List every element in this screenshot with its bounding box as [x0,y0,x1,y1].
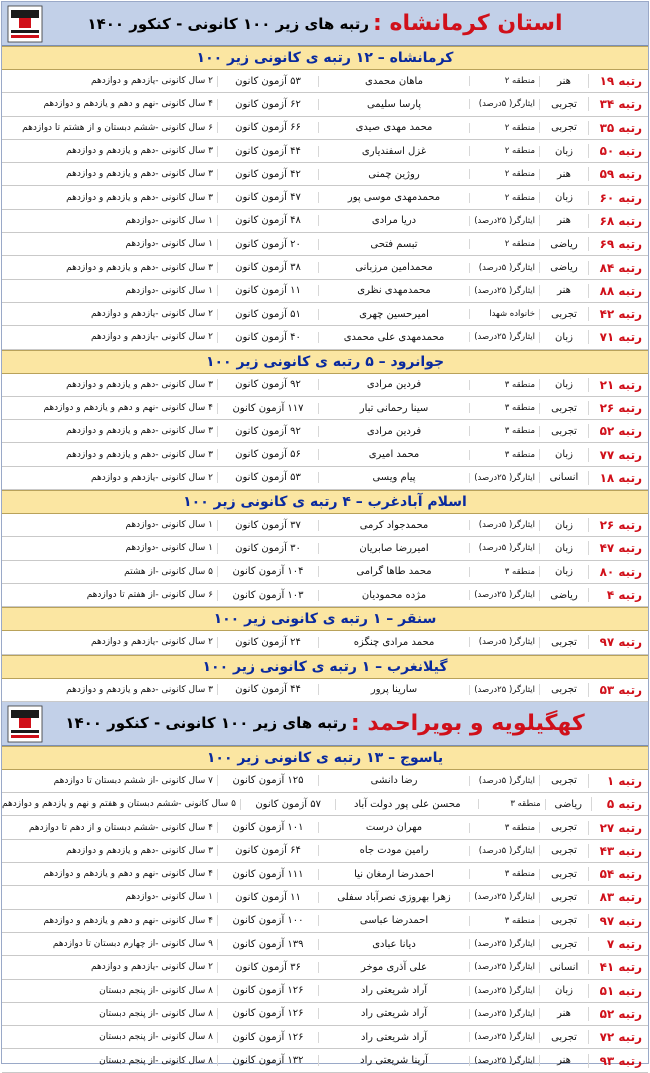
table-row [2,1026,648,1049]
rank-cell: رتبه ۱۹ [588,74,648,88]
student-name-cell: مژده محمودیان [318,590,469,601]
quota-cell: ایثارگر( ۵درصد) [469,99,539,109]
exam-count-cell: ۴۰ آزمون کانون [217,332,318,343]
city-section-header: جوانرود – ۵ رتبه ی کانونی زیر ۱۰۰ [2,350,648,374]
field-cell: زبان [539,449,588,460]
table-row [2,537,648,560]
table-row [2,233,648,256]
rank-cell: رتبه ۶۸ [588,214,648,228]
quota-cell: منطقه ۲ [469,193,539,203]
table-row [2,186,648,209]
exam-count-cell: ۳۰ آزمون کانون [217,543,318,554]
rank-cell: رتبه ۵۱ [588,984,648,998]
rank-cell: رتبه ۵۴ [588,867,648,881]
student-name-cell: رامین مودت جاه [318,845,469,856]
exam-count-cell: ۶۴ آزمون کانون [217,845,318,856]
exam-count-cell: ۴۲ آزمون کانون [217,169,318,180]
membership-years-cell: ۱ سال کانونی -دوازدهم [125,239,213,250]
field-cell: هنر [539,169,588,180]
quota-cell: منطقه ۲ [469,169,539,179]
quota-cell: ایثارگر( ۵درصد) [469,520,539,530]
field-cell: هنر [539,215,588,226]
field-cell: تجربی [539,1032,588,1043]
field-cell: هنر [539,285,588,296]
quota-cell: منطقه ۳ [469,426,539,436]
membership-years-cell: ۴ سال کانونی -نهم و دهم و یازدهم و دوازدهم [43,403,213,413]
field-cell: ریاضی [539,590,588,601]
field-cell: تجربی [539,122,588,133]
student-name-cell: غزل اسفندیاری [318,146,469,157]
membership-years-cell: ۱ سال کانونی -دوازدهم [125,520,213,531]
student-name-cell: آراد شریعتی راد [318,1008,469,1019]
membership-years-cell: ۶ سال کانونی -ششم دبستان و از هشتم تا دوازدهم [22,122,213,133]
student-name-cell: سارینا پرور [318,684,469,695]
membership-years-cell: ۲ سال کانونی -یازدهم و دوازدهم [90,637,213,648]
exam-count-cell: ۱۱ آزمون کانون [217,892,318,903]
field-cell: تجربی [539,869,588,880]
membership-years-cell: ۸ سال کانونی -از پنجم دبستان [99,985,213,996]
exam-count-cell: ۵۶ آزمون کانون [217,449,318,460]
rank-cell: رتبه ۵۳ [588,683,648,697]
exam-count-cell: ۴۷ آزمون کانون [217,192,318,203]
quota-cell: منطقه ۲ [469,123,539,133]
field-cell: تجربی [539,99,588,110]
field-cell: هنر [539,1055,588,1066]
student-name-cell: ماهان محمدی [318,76,469,87]
field-cell: ریاضی [539,262,588,273]
field-cell: ریاضی [545,799,591,810]
field-cell: تجربی [539,637,588,648]
membership-years-cell: ۳ سال کانونی -دهم و یازدهم و دوازدهم [66,845,213,856]
student-name-cell: محمدمهدی علی محمدی [318,332,469,343]
student-name-cell: آرینا شریعتی راد [318,1055,469,1066]
exam-count-cell: ۵۳ آزمون کانون [217,472,318,483]
province-header [2,2,648,46]
membership-years-cell: ۳ سال کانونی -دهم و یازدهم و دوازدهم [66,262,213,273]
field-cell: زبان [539,543,588,554]
student-name-cell: محمدمهدی نظری [318,285,469,296]
province-subtitle: رتبه های زیر ۱۰۰ کانونی - کنکور ۱۴۰۰ [65,714,347,733]
membership-years-cell: ۲ سال کانونی -یازدهم و دوازدهم [90,962,213,973]
quota-cell: ایثارگر( ۵درصد) [469,776,539,786]
quota-cell: ایثارگر( ۵درصد) [469,637,539,647]
exam-count-cell: ۱۱۱ آزمون کانون [217,869,318,880]
exam-count-cell: ۵۷ آزمون کانون [240,799,335,810]
rank-cell: رتبه ۸۸ [588,284,648,298]
kanoon-logo-icon [8,6,42,42]
membership-years-cell: ۳ سال کانونی -دهم و یازدهم و دوازدهم [66,192,213,203]
field-cell: ریاضی [539,239,588,250]
quota-cell: منطقه ۳ [469,403,539,413]
rank-cell: رتبه ۱ [588,774,648,788]
student-name-cell: محمد مهدی صیدی [318,122,469,133]
table-row [2,910,648,933]
student-name-cell: امیرحسین چهری [318,309,469,320]
table-row [2,397,648,420]
exam-count-cell: ۱۱۷ آزمون کانون [217,403,318,414]
exam-count-cell: ۱۰۰ آزمون کانون [217,915,318,926]
student-name-cell: مهران درست [318,822,469,833]
city-section-header: یاسوج – ۱۳ رتبه ی کانونی زیر ۱۰۰ [2,746,648,770]
table-row [2,980,648,1003]
table-row [2,280,648,303]
city-section-header: گیلانغرب – ۱ رتبه ی کانونی زیر ۱۰۰ [2,655,648,679]
student-name-cell: امیررضا صابریان [318,543,469,554]
exam-count-cell: ۴۴ آزمون کانون [217,146,318,157]
student-name-cell: محمدجواد کرمی [318,520,469,531]
table-row [2,70,648,93]
student-name-cell: آراد شریعتی راد [318,1032,469,1043]
membership-years-cell: ۳ سال کانونی -دهم و یازدهم و دوازدهم [66,379,213,390]
exam-count-cell: ۱۱ آزمون کانون [217,285,318,296]
quota-cell: منطقه ۳ [469,823,539,833]
student-name-cell: فردین مرادی [318,379,469,390]
field-cell: هنر [539,76,588,87]
rank-cell: رتبه ۷۷ [588,448,648,462]
membership-years-cell: ۳ سال کانونی -دهم و یازدهم و دوازدهم [66,146,213,157]
student-name-cell: رضا دانشی [318,775,469,786]
rank-cell: رتبه ۹۷ [588,635,648,649]
student-name-cell: محمدامین مرزبانی [318,262,469,273]
field-cell: تجربی [539,822,588,833]
field-cell: تجربی [539,684,588,695]
membership-years-cell: ۴ سال کانونی -نهم و دهم و یازدهم و دوازدهم [43,869,213,880]
membership-years-cell: ۳ سال کانونی -دهم و یازدهم و دوازدهم [66,684,213,695]
student-name-cell: دریا مرادی [318,215,469,226]
city-section-header: سنقر – ۱ رتبه ی کانونی زیر ۱۰۰ [2,607,648,631]
rank-cell: رتبه ۵۹ [588,167,648,181]
rank-cell: رتبه ۳۵ [588,121,648,135]
membership-years-cell: ۲ سال کانونی -یازدهم و دوازدهم [90,76,213,87]
exam-count-cell: ۲۴ آزمون کانون [217,637,318,648]
table-row [2,420,648,443]
membership-years-cell: ۱ سال کانونی -دوازدهم [125,285,213,296]
field-cell: هنر [539,1008,588,1019]
student-name-cell: زهرا بهروزی نصرآباد سفلی [318,892,469,903]
table-row [2,514,648,537]
exam-count-cell: ۱۰۱ آزمون کانون [217,822,318,833]
quota-cell: ایثارگر( ۲۵درصد) [469,332,539,342]
table-row [2,863,648,886]
membership-years-cell: ۵ سال کانونی -ششم دبستان و هفتم و نهم و یازدهم و دوازدهم [2,799,236,810]
membership-years-cell: ۷ سال کانونی -از ششم دبستان تا دوازدهم [53,775,213,786]
ranking-document [1,1,649,1068]
field-cell: زبان [539,379,588,390]
rank-cell: رتبه ۷ [588,937,648,951]
rank-cell: رتبه ۹۳ [588,1054,648,1068]
province-name: استان کرمانشاه : [373,11,563,36]
table-row [2,443,648,466]
kanoon-logo-icon [8,706,42,742]
table-row [2,374,648,397]
table-row [2,326,648,349]
rank-cell: رتبه ۷۱ [588,330,648,344]
membership-years-cell: ۴ سال کانونی -نهم و دهم و یازدهم و دوازدهم [43,915,213,926]
quota-cell: منطقه ۲ [469,76,539,86]
membership-years-cell: ۴ سال کانونی -ششم دبستان و از دهم تا دوازدهم [28,822,213,833]
quota-cell: ایثارگر( ۲۵درصد) [469,216,539,226]
quota-cell: ایثارگر( ۲۵درصد) [469,473,539,483]
rank-cell: رتبه ۸۰ [588,565,648,579]
student-name-cell: پیام ویسی [318,472,469,483]
rank-cell: رتبه ۲۷ [588,821,648,835]
table-row [2,631,648,654]
exam-count-cell: ۴۸ آزمون کانون [217,215,318,226]
exam-count-cell: ۴۴ آزمون کانون [217,684,318,695]
exam-count-cell: ۱۲۶ آزمون کانون [217,985,318,996]
table-row [2,886,648,909]
rank-cell: رتبه ۶۹ [588,237,648,251]
exam-count-cell: ۳۶ آزمون کانون [217,962,318,973]
exam-count-cell: ۶۲ آزمون کانون [217,99,318,110]
field-cell: تجربی [539,403,588,414]
table-row [2,467,648,490]
table-row [2,679,648,702]
table-row [2,1049,648,1072]
exam-count-cell: ۱۳۲ آزمون کانون [217,1055,318,1066]
student-name-cell: آراد شریعتی راد [318,985,469,996]
membership-years-cell: ۲ سال کانونی -یازدهم و دوازدهم [90,472,213,483]
rank-cell: رتبه ۹۷ [588,914,648,928]
quota-cell: منطقه ۳ [469,567,539,577]
membership-years-cell: ۱ سال کانونی -دوازدهم [125,215,213,226]
rank-cell: رتبه ۵۲ [588,1007,648,1021]
membership-years-cell: ۱ سال کانونی -دوازدهم [125,892,213,903]
rank-cell: رتبه ۷۲ [588,1030,648,1044]
exam-count-cell: ۹۲ آزمون کانون [217,379,318,390]
field-cell: تجربی [539,845,588,856]
rank-cell: رتبه ۶۰ [588,191,648,205]
table-row [2,816,648,839]
quota-cell: ایثارگر( ۲۵درصد) [469,892,539,902]
student-name-cell: دیانا عبادی [318,939,469,950]
field-cell: زبان [539,332,588,343]
province-header [2,702,648,746]
rank-cell: رتبه ۵۰ [588,144,648,158]
exam-count-cell: ۹۲ آزمون کانون [217,426,318,437]
field-cell: زبان [539,566,588,577]
rank-cell: رتبه ۴۷ [588,541,648,555]
exam-count-cell: ۱۲۵ آزمون کانون [217,775,318,786]
field-cell: انسانی [539,472,588,483]
membership-years-cell: ۴ سال کانونی -نهم و دهم و یازدهم و دوازدهم [43,99,213,110]
table-row [2,256,648,279]
field-cell: تجربی [539,915,588,926]
membership-years-cell: ۸ سال کانونی -از پنجم دبستان [99,1055,213,1066]
field-cell: زبان [539,192,588,203]
city-section-header: اسلام آبادغرب – ۴ رتبه ی کانونی زیر ۱۰۰ [2,490,648,514]
field-cell: تجربی [539,892,588,903]
rank-cell: رتبه ۵۲ [588,424,648,438]
rank-cell: رتبه ۸۳ [588,890,648,904]
student-name-cell: محمد طاها گرامی [318,566,469,577]
quota-cell: ایثارگر( ۵درصد) [469,263,539,273]
exam-count-cell: ۱۰۳ آزمون کانون [217,590,318,601]
table-row [2,210,648,233]
rank-cell: رتبه ۲۶ [588,401,648,415]
table-row [2,561,648,584]
field-cell: زبان [539,520,588,531]
membership-years-cell: ۸ سال کانونی -از پنجم دبستان [99,1008,213,1019]
exam-count-cell: ۱۰۴ آزمون کانون [217,566,318,577]
table-row [2,584,648,607]
rank-cell: رتبه ۴۳ [588,844,648,858]
quota-cell: ایثارگر( ۵درصد) [469,846,539,856]
table-row [2,117,648,140]
quota-cell: ایثارگر( ۵درصد) [469,543,539,553]
student-name-cell: پارسا سلیمی [318,99,469,110]
membership-years-cell: ۲ سال کانونی -یازدهم و دوازدهم [90,309,213,320]
student-name-cell: علی آذری موخر [318,962,469,973]
quota-cell: ایثارگر( ۲۵درصد) [469,986,539,996]
field-cell: زبان [539,146,588,157]
rank-cell: رتبه ۵ [591,797,648,811]
city-section-header: کرمانشاه – ۱۲ رتبه ی کانونی زیر ۱۰۰ [2,46,648,70]
quota-cell: ایثارگر( ۲۵درصد) [469,590,539,600]
exam-count-cell: ۳۷ آزمون کانون [217,520,318,531]
quota-cell: منطقه ۳ [469,380,539,390]
student-name-cell: محمد مرادی چنگزه [318,637,469,648]
exam-count-cell: ۲۰ آزمون کانون [217,239,318,250]
rank-cell: رتبه ۴ [588,588,648,602]
quota-cell: منطقه ۲ [469,146,539,156]
quota-cell: منطقه ۳ [478,799,544,809]
table-row [2,956,648,979]
table-row [2,933,648,956]
membership-years-cell: ۳ سال کانونی -دهم و یازدهم و دوازدهم [66,426,213,437]
membership-years-cell: ۵ سال کانونی -از هشتم [124,566,213,577]
student-name-cell: سینا رحمانی تبار [318,403,469,414]
quota-cell: ایثارگر( ۲۵درصد) [469,1009,539,1019]
student-name-cell: فردین مرادی [318,426,469,437]
exam-count-cell: ۱۲۶ آزمون کانون [217,1008,318,1019]
rank-cell: رتبه ۸۴ [588,261,648,275]
table-row [2,770,648,793]
table-row [2,303,648,326]
field-cell: انسانی [539,962,588,973]
student-name-cell: محسن علی پور دولت آباد [335,799,478,810]
field-cell: زبان [539,985,588,996]
table-row [2,840,648,863]
table-row [2,793,648,816]
exam-count-cell: ۱۲۶ آزمون کانون [217,1032,318,1043]
rank-cell: رتبه ۲۱ [588,378,648,392]
table-row [2,163,648,186]
quota-cell: منطقه ۳ [469,869,539,879]
membership-years-cell: ۶ سال کانونی -از هفتم تا دوازدهم [86,590,213,601]
table-row [2,93,648,116]
rank-cell: رتبه ۴۲ [588,307,648,321]
exam-count-cell: ۱۳۹ آزمون کانون [217,939,318,950]
province-subtitle: رتبه های زیر ۱۰۰ کانونی - کنکور ۱۴۰۰ [87,14,369,33]
quota-cell: ایثارگر( ۲۵درصد) [469,939,539,949]
membership-years-cell: ۲ سال کانونی -یازدهم و دوازدهم [90,332,213,343]
field-cell: تجربی [539,939,588,950]
quota-cell: ایثارگر( ۲۵درصد) [469,685,539,695]
quota-cell: منطقه ۳ [469,450,539,460]
membership-years-cell: ۳ سال کانونی -دهم و یازدهم و دوازدهم [66,449,213,460]
quota-cell: منطقه ۲ [469,239,539,249]
student-name-cell: احمدرضا عباسی [318,915,469,926]
exam-count-cell: ۵۳ آزمون کانون [217,76,318,87]
student-name-cell: محمدمهدی موسی پور [318,192,469,203]
quota-cell: ایثارگر( ۲۵درصد) [469,286,539,296]
exam-count-cell: ۳۸ آزمون کانون [217,262,318,273]
rank-cell: رتبه ۲۶ [588,518,648,532]
exam-count-cell: ۵۱ آزمون کانون [217,309,318,320]
membership-years-cell: ۳ سال کانونی -دهم و یازدهم و دوازدهم [66,169,213,180]
field-cell: تجربی [539,775,588,786]
membership-years-cell: ۱ سال کانونی -دوازدهم [125,543,213,554]
quota-cell: ایثارگر( ۲۵درصد) [469,962,539,972]
field-cell: تجربی [539,426,588,437]
field-cell: تجربی [539,309,588,320]
quota-cell: منطقه ۳ [469,916,539,926]
quota-cell: ایثارگر( ۲۵درصد) [469,1056,539,1066]
province-name: کهگیلویه و بویراحمد : [350,710,585,736]
membership-years-cell: ۸ سال کانونی -از پنجم دبستان [99,1032,213,1043]
exam-count-cell: ۶۶ آزمون کانون [217,122,318,133]
quota-cell: ایثارگر( ۲۵درصد) [469,1032,539,1042]
student-name-cell: روژین چمنی [318,169,469,180]
quota-cell: خانواده شهدا [469,309,539,319]
student-name-cell: تبسم فتحی [318,239,469,250]
rank-cell: رتبه ۴۱ [588,960,648,974]
table-row [2,140,648,163]
membership-years-cell: ۹ سال کانونی -از چهارم دبستان تا دوازدهم [52,939,213,950]
table-row [2,1003,648,1026]
student-name-cell: احمدرضا ارمغان نیا [318,869,469,880]
student-name-cell: محمد امیری [318,449,469,460]
rank-cell: رتبه ۳۴ [588,97,648,111]
rank-cell: رتبه ۱۸ [588,471,648,485]
